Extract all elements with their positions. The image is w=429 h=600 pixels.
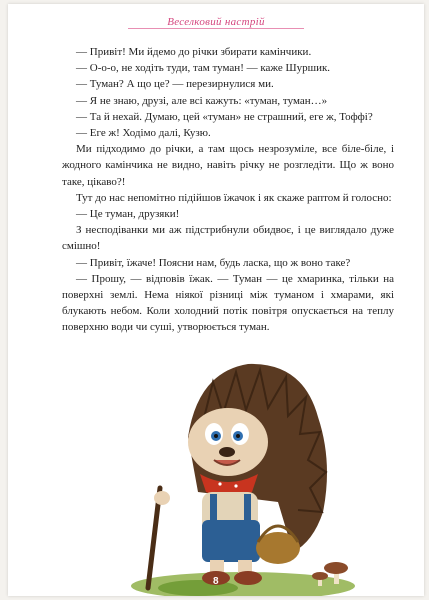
paragraph: — Це туман, друзяки! (76, 208, 180, 221)
overall-strap (244, 494, 251, 524)
bandana-dot (234, 484, 237, 487)
page-number: 8 (213, 576, 219, 587)
overalls (202, 520, 260, 562)
section-title: Веселковий настрій (167, 16, 265, 28)
paragraph: Ми підходимо до річки, а там щось незрозуміле, все біле-біле, і жодного камінчика не видно, навіть річку не розгледіти. Що ж воно таке, цікаво?! (62, 143, 394, 188)
mushroom-cap (312, 572, 328, 580)
paragraph: — Прошу, — відповів їжак. — Туман — це хмаринка, тільки на поверхні землі. Нема ніякої різниці між туманом і хмарами, які блукають небом. Коли холодний потік повітря опускається на теплу поверхню води чи суші, утворюється туман. (62, 272, 394, 334)
paragraph: — Привіт, їжаче! Поясни нам, будь ласка, що ж воно таке? (76, 256, 351, 269)
bandana-dot (218, 482, 221, 485)
paragraph: — Та й нехай. Думаю, цей «туман» не страшний, еге ж, Тоффі? (76, 110, 373, 123)
header-divider (128, 28, 304, 29)
hand (154, 491, 170, 505)
paragraph: — Еге ж! Ходімо далі, Кузю. (76, 127, 211, 140)
nose (219, 447, 235, 457)
book-page (8, 4, 424, 596)
story-text (62, 44, 394, 336)
paragraph: — Я не знаю, друзі, але всі кажуть: «туман, туман…» (76, 94, 328, 107)
paragraph: — Привіт! Ми йдемо до річки збирати камінчики. (76, 46, 312, 58)
overall-strap (210, 494, 217, 524)
paragraph: З несподіванки ми аж підстрибнули обидвоє, і це виглядало дуже смішно! (62, 224, 394, 253)
paragraph: Тут до нас непомітно підійшов їжачок і як скаже раптом й голосно: (76, 191, 392, 204)
paragraph: — О-о-о, не ходіть туди, там туман! — каже Шуршик. (76, 62, 331, 75)
pupil-dot (236, 434, 240, 438)
pupil-dot (214, 434, 218, 438)
mushroom-cap (324, 562, 348, 574)
shoe (234, 571, 262, 585)
hedgehog-illustration (128, 342, 358, 596)
paragraph: — Туман? А що це? — перезирнулися ми. (76, 78, 274, 91)
